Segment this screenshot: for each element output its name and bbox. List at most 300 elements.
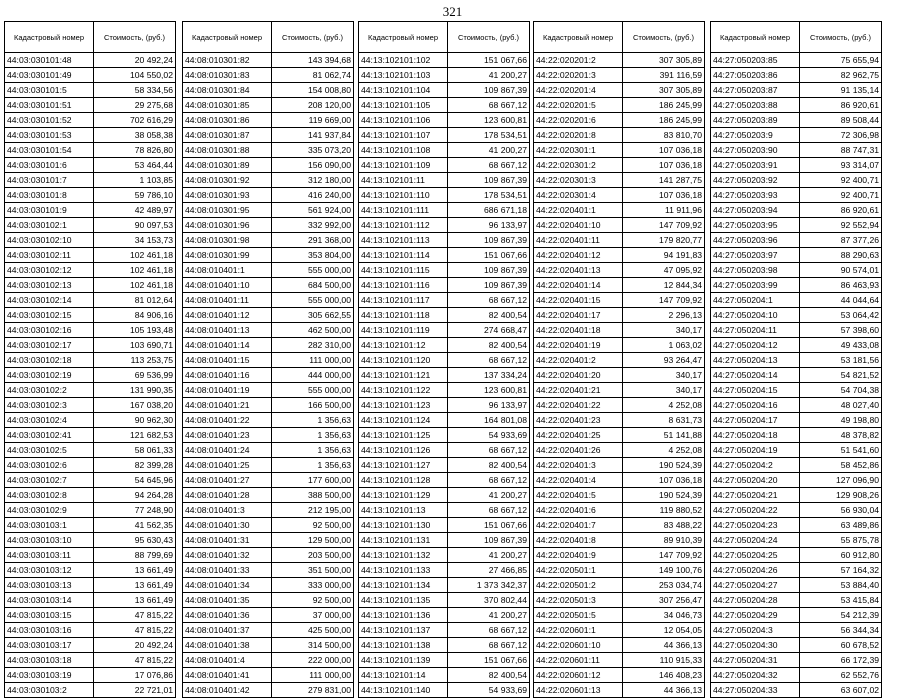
cadastral-number-cell: 44:27:050203:98 — [711, 263, 800, 278]
table-row — [534, 623, 705, 638]
cadastral-number-cell: 44:08:010301:99 — [183, 248, 272, 263]
cadastral-number-cell: 44:13:102101:130 — [359, 518, 448, 533]
table-row — [534, 668, 705, 683]
table-row — [5, 548, 176, 563]
cost-cell: 90 097,53 — [94, 218, 176, 233]
cadastral-number-cell: 44:22:020501:1 — [534, 563, 623, 578]
cadastral-number-cell: 44:22:020301:4 — [534, 188, 623, 203]
table-row — [359, 218, 530, 233]
cost-cell: 203 500,00 — [272, 548, 354, 563]
cost-cell: 82 962,75 — [800, 68, 882, 83]
cost-cell: 307 305,89 — [623, 83, 705, 98]
cost-cell: 60 678,52 — [800, 638, 882, 653]
cost-cell: 105 193,48 — [94, 323, 176, 338]
table-row — [534, 518, 705, 533]
cadastral-number-cell: 44:03:030102:7 — [5, 473, 94, 488]
cadastral-number-cell: 44:13:102101:108 — [359, 143, 448, 158]
cost-cell: 102 461,18 — [94, 248, 176, 263]
header-cadastral-number: Кадастровый номер — [711, 22, 800, 53]
cost-cell: 131 990,35 — [94, 383, 176, 398]
cadastral-number-cell: 44:13:102101:116 — [359, 278, 448, 293]
table-row — [711, 578, 882, 593]
cadastral-number-cell: 44:03:030103:13 — [5, 578, 94, 593]
cost-cell: 53 884,40 — [800, 578, 882, 593]
header-cost: Стоимость, (руб.) — [800, 22, 882, 53]
cost-cell: 107 036,18 — [623, 143, 705, 158]
cadastral-number-cell: 44:08:010301:83 — [183, 68, 272, 83]
cost-cell: 44 044,64 — [800, 293, 882, 308]
table-row — [534, 293, 705, 308]
cost-cell: 177 600,00 — [272, 473, 354, 488]
table-row — [359, 578, 530, 593]
cost-cell: 151 067,66 — [448, 248, 530, 263]
cost-cell: 107 036,18 — [623, 473, 705, 488]
cadastral-number-cell: 44:22:020401:2 — [534, 353, 623, 368]
cadastral-number-cell: 44:13:102101:107 — [359, 128, 448, 143]
table-row — [5, 53, 176, 68]
cadastral-number-cell: 44:03:030102:2 — [5, 383, 94, 398]
table-row — [534, 98, 705, 113]
cost-cell: 86 920,61 — [800, 98, 882, 113]
table-row — [183, 488, 354, 503]
table-row — [183, 293, 354, 308]
table-row — [711, 173, 882, 188]
cost-cell: 129 908,26 — [800, 488, 882, 503]
cadastral-number-cell: 44:22:020201:2 — [534, 53, 623, 68]
table-row — [711, 473, 882, 488]
cost-cell: 83 810,70 — [623, 128, 705, 143]
cost-cell: 123 600,81 — [448, 383, 530, 398]
table-row — [5, 353, 176, 368]
cadastral-number-cell: 44:03:030101:52 — [5, 113, 94, 128]
table-row — [183, 113, 354, 128]
cadastral-number-cell: 44:13:102101:127 — [359, 458, 448, 473]
table-row — [5, 518, 176, 533]
cost-cell: 178 534,51 — [448, 128, 530, 143]
table-row — [183, 263, 354, 278]
cost-cell: 147 709,92 — [623, 548, 705, 563]
cadastral-number-cell: 44:27:050203:86 — [711, 68, 800, 83]
cost-cell: 77 248,90 — [94, 503, 176, 518]
cadastral-number-cell: 44:13:102101:137 — [359, 623, 448, 638]
table-row — [183, 53, 354, 68]
table-row — [5, 203, 176, 218]
table-row — [183, 353, 354, 368]
table-row — [711, 668, 882, 683]
cost-cell: 279 831,00 — [272, 683, 354, 698]
cost-cell: 41 200,27 — [448, 548, 530, 563]
cost-cell: 555 000,00 — [272, 263, 354, 278]
cost-cell: 13 661,49 — [94, 578, 176, 593]
table-row — [5, 98, 176, 113]
cost-cell: 72 306,98 — [800, 128, 882, 143]
cost-cell: 312 180,00 — [272, 173, 354, 188]
cost-cell: 41 200,27 — [448, 68, 530, 83]
table-row — [183, 623, 354, 638]
cost-cell: 190 524,39 — [623, 488, 705, 503]
cadastral-number-cell: 44:27:050203:94 — [711, 203, 800, 218]
table-row — [183, 548, 354, 563]
table-row — [183, 458, 354, 473]
table-row — [183, 158, 354, 173]
table-row — [711, 518, 882, 533]
cadastral-number-cell: 44:03:030103:12 — [5, 563, 94, 578]
table-row — [534, 278, 705, 293]
table-row — [5, 368, 176, 383]
cost-cell: 75 655,94 — [800, 53, 882, 68]
cost-cell: 68 667,12 — [448, 293, 530, 308]
cost-cell: 93 314,07 — [800, 158, 882, 173]
table-row — [534, 338, 705, 353]
cadastral-number-cell: 44:08:010401:10 — [183, 278, 272, 293]
cadastral-number-cell: 44:22:020401:12 — [534, 248, 623, 263]
cost-cell: 190 524,39 — [623, 458, 705, 473]
cost-cell: 92 552,94 — [800, 218, 882, 233]
table-row — [359, 593, 530, 608]
cadastral-number-cell: 44:13:102101:128 — [359, 473, 448, 488]
table-row — [5, 503, 176, 518]
cost-cell: 54 645,96 — [94, 473, 176, 488]
cadastral-number-cell: 44:03:030103:2 — [5, 683, 94, 698]
table-row — [5, 383, 176, 398]
table-row — [711, 53, 882, 68]
cadastral-number-cell: 44:03:030102:15 — [5, 308, 94, 323]
cadastral-number-cell: 44:08:010401:32 — [183, 548, 272, 563]
cadastral-number-cell: 44:03:030101:49 — [5, 68, 94, 83]
cost-cell: 44 366,13 — [623, 638, 705, 653]
cost-cell: 27 466,85 — [448, 563, 530, 578]
table-row — [711, 278, 882, 293]
table-row — [359, 203, 530, 218]
table-row — [5, 683, 176, 698]
cadastral-number-cell: 44:03:030101:6 — [5, 158, 94, 173]
page-number: 321 — [442, 4, 463, 19]
table-row — [183, 68, 354, 83]
cost-cell: 146 408,23 — [623, 668, 705, 683]
cadastral-number-cell: 44:08:010301:86 — [183, 113, 272, 128]
cost-cell: 57 164,32 — [800, 563, 882, 578]
cost-cell: 87 377,26 — [800, 233, 882, 248]
table-row — [711, 383, 882, 398]
table-row — [711, 68, 882, 83]
cost-cell: 54 821,52 — [800, 368, 882, 383]
cost-cell: 48 027,40 — [800, 398, 882, 413]
cost-cell: 82 400,54 — [448, 458, 530, 473]
table-row — [5, 143, 176, 158]
table-row — [534, 323, 705, 338]
cost-cell: 92 500,00 — [272, 593, 354, 608]
table-row — [5, 533, 176, 548]
cadastral-number-cell: 44:22:020501:3 — [534, 593, 623, 608]
cadastral-number-cell: 44:13:102101:123 — [359, 398, 448, 413]
cost-cell: 208 120,00 — [272, 98, 354, 113]
cadastral-number-cell: 44:27:050203:93 — [711, 188, 800, 203]
cadastral-table-3 — [358, 21, 530, 698]
table-row — [711, 353, 882, 368]
cadastral-number-cell: 44:27:050203:88 — [711, 98, 800, 113]
cadastral-number-cell: 44:08:010301:82 — [183, 53, 272, 68]
table-row — [5, 413, 176, 428]
cadastral-number-cell: 44:27:050203:87 — [711, 83, 800, 98]
cadastral-number-cell: 44:22:020401:14 — [534, 278, 623, 293]
cadastral-number-cell: 44:13:102101:13 — [359, 503, 448, 518]
cost-cell: 102 461,18 — [94, 263, 176, 278]
cost-cell: 113 253,75 — [94, 353, 176, 368]
table-row — [359, 668, 530, 683]
cost-cell: 274 668,47 — [448, 323, 530, 338]
cost-cell: 151 067,66 — [448, 653, 530, 668]
cost-cell: 282 310,00 — [272, 338, 354, 353]
table-row — [183, 143, 354, 158]
cost-cell: 702 616,29 — [94, 113, 176, 128]
cadastral-number-cell: 44:27:050204:17 — [711, 413, 800, 428]
cost-cell: 555 000,00 — [272, 383, 354, 398]
cadastral-number-cell: 44:27:050203:89 — [711, 113, 800, 128]
header-cadastral-number: Кадастровый номер — [534, 22, 623, 53]
cost-cell: 34 153,73 — [94, 233, 176, 248]
table-row — [359, 143, 530, 158]
cost-cell: 68 667,12 — [448, 623, 530, 638]
cost-cell: 425 500,00 — [272, 623, 354, 638]
cadastral-number-cell: 44:13:102101:133 — [359, 563, 448, 578]
cost-cell: 391 116,59 — [623, 68, 705, 83]
cost-cell: 186 245,99 — [623, 113, 705, 128]
cadastral-number-cell: 44:03:030103:10 — [5, 533, 94, 548]
table-row — [359, 548, 530, 563]
cadastral-number-cell: 44:13:102101:118 — [359, 308, 448, 323]
cost-cell: 57 398,60 — [800, 323, 882, 338]
cost-cell: 89 910,39 — [623, 533, 705, 548]
cadastral-number-cell: 44:13:102101:102 — [359, 53, 448, 68]
cost-cell: 340,17 — [623, 323, 705, 338]
cost-cell: 107 036,18 — [623, 188, 705, 203]
cost-cell: 1 063,02 — [623, 338, 705, 353]
cadastral-number-cell: 44:22:020201:8 — [534, 128, 623, 143]
cadastral-number-cell: 44:03:030102:5 — [5, 443, 94, 458]
cost-cell: 83 488,22 — [623, 518, 705, 533]
table-row — [711, 623, 882, 638]
cadastral-number-cell: 44:08:010401:13 — [183, 323, 272, 338]
table-row — [183, 413, 354, 428]
table-row — [5, 173, 176, 188]
cost-cell: 82 399,28 — [94, 458, 176, 473]
table-row — [534, 593, 705, 608]
table-row — [5, 653, 176, 668]
cadastral-number-cell: 44:13:102101:12 — [359, 338, 448, 353]
cost-cell: 58 334,56 — [94, 83, 176, 98]
cost-cell: 314 500,00 — [272, 638, 354, 653]
cadastral-number-cell: 44:22:020401:25 — [534, 428, 623, 443]
cadastral-number-cell: 44:22:020401:7 — [534, 518, 623, 533]
cost-cell: 22 721,01 — [94, 683, 176, 698]
table-row — [359, 383, 530, 398]
cadastral-number-cell: 44:13:102101:129 — [359, 488, 448, 503]
cadastral-number-cell: 44:03:030102:1 — [5, 218, 94, 233]
cost-cell: 86 463,93 — [800, 278, 882, 293]
cost-cell: 123 600,81 — [448, 113, 530, 128]
table-row — [711, 398, 882, 413]
cadastral-number-cell: 44:22:020401:23 — [534, 413, 623, 428]
cost-cell: 82 400,54 — [448, 668, 530, 683]
table-row — [711, 188, 882, 203]
table-row — [359, 353, 530, 368]
cost-cell: 20 492,24 — [94, 53, 176, 68]
cadastral-number-cell: 44:08:010301:87 — [183, 128, 272, 143]
cadastral-number-cell: 44:27:050204:18 — [711, 428, 800, 443]
cadastral-number-cell: 44:22:020401:19 — [534, 338, 623, 353]
table-row — [534, 653, 705, 668]
cadastral-number-cell: 44:13:102101:110 — [359, 188, 448, 203]
cadastral-number-cell: 44:08:010401:19 — [183, 383, 272, 398]
cost-cell: 88 290,63 — [800, 248, 882, 263]
table-row — [5, 308, 176, 323]
table-row — [534, 53, 705, 68]
cost-cell: 416 240,00 — [272, 188, 354, 203]
cadastral-number-cell: 44:08:010301:88 — [183, 143, 272, 158]
cost-cell: 1 356,63 — [272, 413, 354, 428]
table-row — [711, 533, 882, 548]
table-row — [5, 623, 176, 638]
cadastral-number-cell: 44:08:010401:3 — [183, 503, 272, 518]
cost-cell: 147 709,92 — [623, 218, 705, 233]
table-row — [711, 203, 882, 218]
cadastral-number-cell: 44:13:102101:109 — [359, 158, 448, 173]
cadastral-number-cell: 44:13:102101:111 — [359, 203, 448, 218]
cost-cell: 93 264,47 — [623, 353, 705, 368]
cadastral-number-cell: 44:22:020601:12 — [534, 668, 623, 683]
cadastral-number-cell: 44:08:010401:36 — [183, 608, 272, 623]
table-row — [5, 68, 176, 83]
table-row — [183, 383, 354, 398]
table-row — [359, 683, 530, 698]
cadastral-number-cell: 44:27:050204:24 — [711, 533, 800, 548]
table-row — [534, 158, 705, 173]
cost-cell: 47 815,22 — [94, 653, 176, 668]
cadastral-number-cell: 44:03:030102:19 — [5, 368, 94, 383]
cost-cell: 462 500,00 — [272, 323, 354, 338]
table-row — [534, 83, 705, 98]
cadastral-number-cell: 44:03:030102:11 — [5, 248, 94, 263]
cadastral-number-cell: 44:22:020401:11 — [534, 233, 623, 248]
cost-cell: 60 912,80 — [800, 548, 882, 563]
table-row — [5, 593, 176, 608]
table-row — [183, 173, 354, 188]
cost-cell: 686 671,18 — [448, 203, 530, 218]
cost-cell: 147 709,92 — [623, 293, 705, 308]
cadastral-number-cell: 44:27:050203:85 — [711, 53, 800, 68]
cadastral-number-cell: 44:03:030102:14 — [5, 293, 94, 308]
table-row — [534, 143, 705, 158]
cost-cell: 109 867,39 — [448, 233, 530, 248]
cadastral-number-cell: 44:08:010401:30 — [183, 518, 272, 533]
cadastral-table-2 — [182, 21, 354, 698]
cost-cell: 186 245,99 — [623, 98, 705, 113]
cost-cell: 110 915,33 — [623, 653, 705, 668]
table-row — [534, 68, 705, 83]
cost-cell: 1 103,85 — [94, 173, 176, 188]
table-row — [534, 503, 705, 518]
cost-cell: 62 552,76 — [800, 668, 882, 683]
cadastral-number-cell: 44:03:030102:8 — [5, 488, 94, 503]
cost-cell: 212 195,00 — [272, 503, 354, 518]
cadastral-number-cell: 44:13:102101:122 — [359, 383, 448, 398]
cadastral-number-cell: 44:22:020301:1 — [534, 143, 623, 158]
cadastral-number-cell: 44:13:102101:134 — [359, 578, 448, 593]
cost-cell: 164 801,08 — [448, 413, 530, 428]
cost-cell: 58 061,33 — [94, 443, 176, 458]
table-row — [183, 608, 354, 623]
cost-cell: 54 933,69 — [448, 683, 530, 698]
cadastral-number-cell: 44:27:050204:23 — [711, 518, 800, 533]
cadastral-number-cell: 44:27:050204:20 — [711, 473, 800, 488]
cadastral-number-cell: 44:03:030102:10 — [5, 233, 94, 248]
table-row — [183, 593, 354, 608]
cadastral-number-cell: 44:13:102101:14 — [359, 668, 448, 683]
cost-cell: 94 264,28 — [94, 488, 176, 503]
table-row — [183, 368, 354, 383]
cost-cell: 291 368,00 — [272, 233, 354, 248]
cadastral-number-cell: 44:08:010401:35 — [183, 593, 272, 608]
table-row — [183, 578, 354, 593]
cadastral-number-cell: 44:22:020601:11 — [534, 653, 623, 668]
table-row — [183, 683, 354, 698]
table-row — [359, 398, 530, 413]
cost-cell: 561 924,00 — [272, 203, 354, 218]
cost-cell: 17 076,86 — [94, 668, 176, 683]
cost-cell: 684 500,00 — [272, 278, 354, 293]
table-row — [534, 548, 705, 563]
cost-cell: 34 046,73 — [623, 608, 705, 623]
cost-cell: 29 275,68 — [94, 98, 176, 113]
table-row — [534, 473, 705, 488]
cost-cell: 54 933,69 — [448, 428, 530, 443]
table-row — [711, 443, 882, 458]
cadastral-number-cell: 44:13:102101:126 — [359, 443, 448, 458]
cadastral-number-cell: 44:13:102101:120 — [359, 353, 448, 368]
table-row — [711, 368, 882, 383]
cost-cell: 2 296,13 — [623, 308, 705, 323]
table-row — [534, 128, 705, 143]
cost-cell: 11 911,96 — [623, 203, 705, 218]
cost-cell: 253 034,74 — [623, 578, 705, 593]
cost-cell: 41 562,35 — [94, 518, 176, 533]
cadastral-number-cell: 44:22:020401:17 — [534, 308, 623, 323]
cadastral-number-cell: 44:27:050204:26 — [711, 563, 800, 578]
cadastral-number-cell: 44:03:030102:13 — [5, 278, 94, 293]
cost-cell: 54 704,38 — [800, 383, 882, 398]
cost-cell: 82 400,54 — [448, 308, 530, 323]
cadastral-number-cell: 44:22:020601:1 — [534, 623, 623, 638]
cadastral-number-cell: 44:22:020201:3 — [534, 68, 623, 83]
table-row — [183, 203, 354, 218]
table-row — [359, 68, 530, 83]
cadastral-number-cell: 44:08:010401:15 — [183, 353, 272, 368]
table-row — [183, 398, 354, 413]
cost-cell: 353 804,00 — [272, 248, 354, 263]
table-row — [711, 653, 882, 668]
table-row — [359, 473, 530, 488]
cost-cell: 111 000,00 — [272, 668, 354, 683]
cost-cell: 13 661,49 — [94, 593, 176, 608]
cadastral-number-cell: 44:03:030101:9 — [5, 203, 94, 218]
table-row — [183, 233, 354, 248]
cost-cell: 143 394,68 — [272, 53, 354, 68]
cadastral-number-cell: 44:27:050203:96 — [711, 233, 800, 248]
cadastral-number-cell: 44:03:030102:16 — [5, 323, 94, 338]
cadastral-number-cell: 44:03:030101:53 — [5, 128, 94, 143]
cadastral-number-cell: 44:08:010401:42 — [183, 683, 272, 698]
table-row — [711, 323, 882, 338]
